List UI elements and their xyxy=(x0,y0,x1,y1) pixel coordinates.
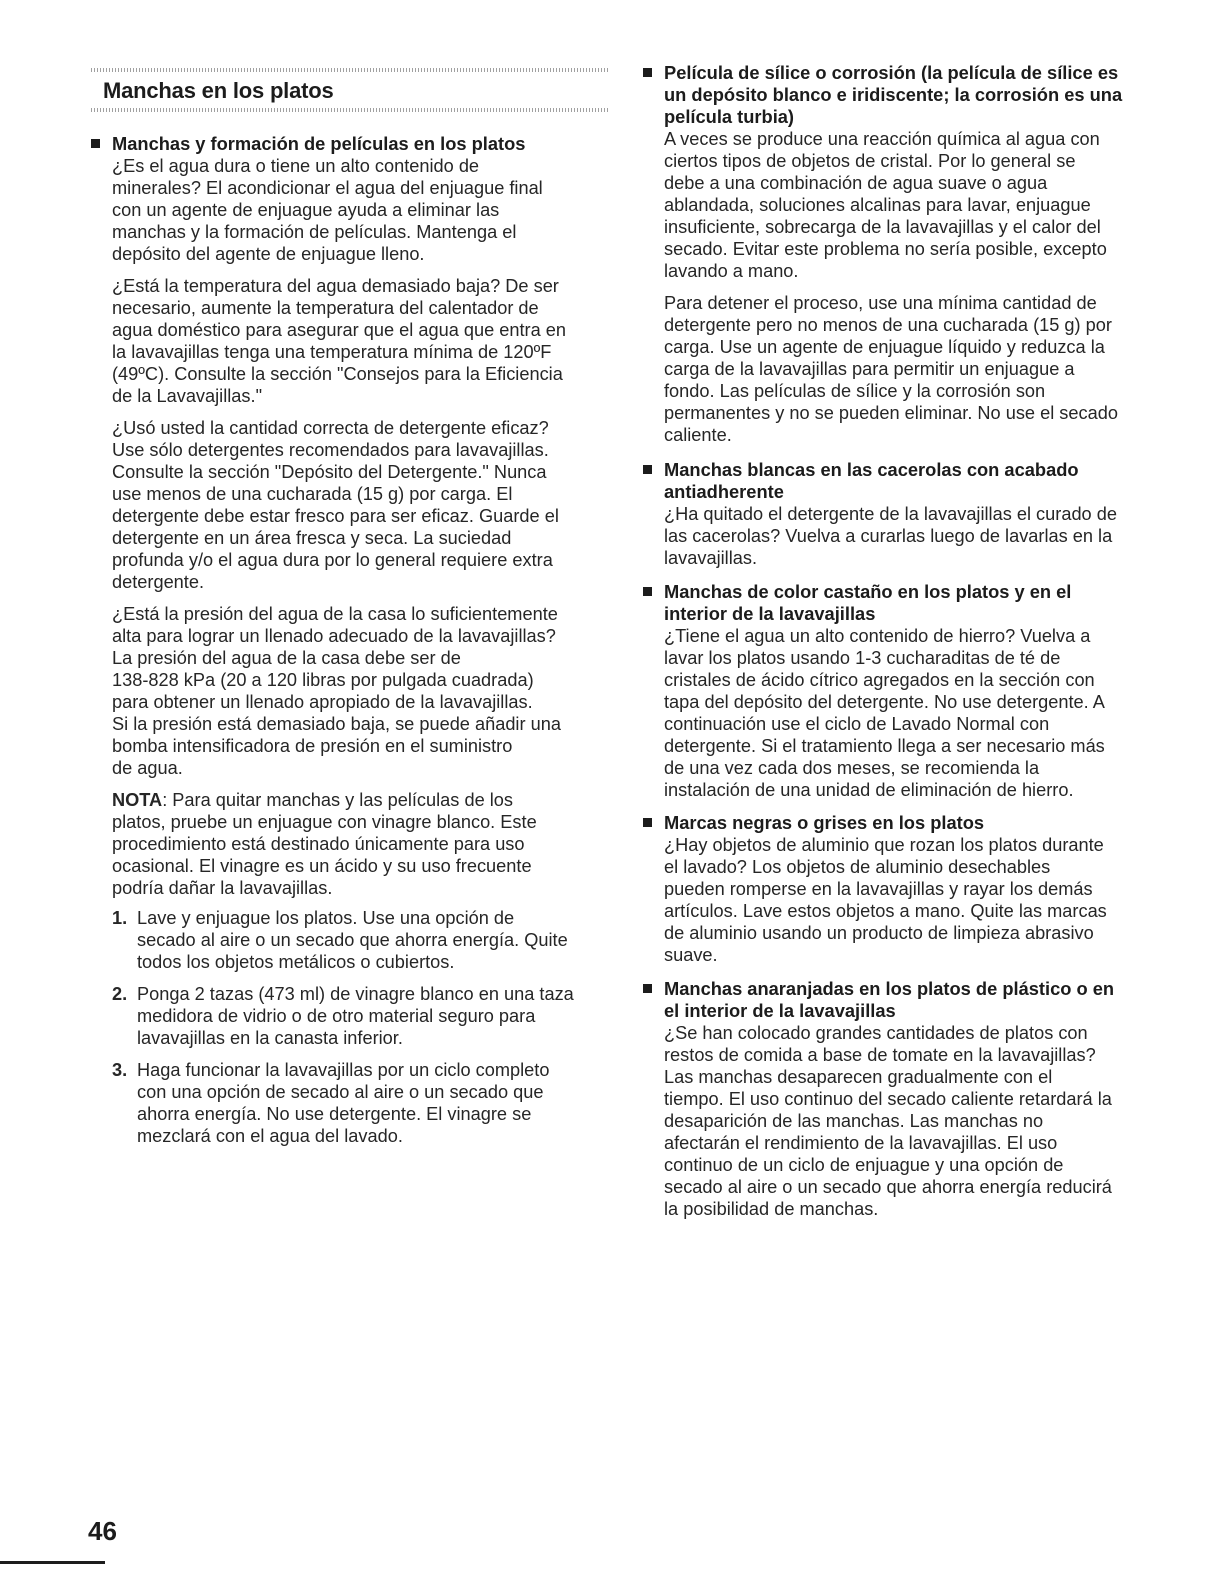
issue-item-orange-stains xyxy=(643,978,1165,1220)
item-title xyxy=(664,459,1165,503)
title-line: antiadherente xyxy=(664,481,784,502)
text-line: ciertos tipos de objetos de cristal. Por lo general se xyxy=(664,151,1076,171)
text-line: todos los objetos metálicos o cubiertos. xyxy=(137,952,455,972)
title-line: el interior de la lavavajillas xyxy=(664,1000,896,1021)
text-line: La presión del agua de la casa debe ser de xyxy=(112,648,461,668)
text-line: fondo. Las películas de sílice y la corrosión son xyxy=(664,381,1046,401)
text-line: cristales de ácido cítrico agregados en la sección con xyxy=(664,670,1095,690)
paragraph xyxy=(664,503,1165,569)
text-line: Lave y enjuague los platos. Use una opción de xyxy=(137,908,515,928)
item-title xyxy=(664,581,1165,625)
text-line: Consulte la sección "Depósito del Detergente." Nunca xyxy=(112,462,547,482)
text-line: carga. Use un agente de enjuague líquido y reduzca la xyxy=(664,337,1105,357)
text-line: instalación de una unidad de eliminación de hierro. xyxy=(664,780,1074,800)
paragraph xyxy=(664,292,1165,446)
title-line: Película de sílice o corrosión (la película de sílice es xyxy=(664,62,1119,83)
paragraph xyxy=(664,128,1165,282)
text-line: lavavajillas en la canasta inferior. xyxy=(137,1028,403,1048)
text-line: ahorra energía. No use detergente. El vinagre se xyxy=(137,1104,532,1124)
text-line: Para detener el proceso, use una mínima cantidad de xyxy=(664,293,1097,313)
text-line: carga de la lavavajillas para permitir un enjuague a xyxy=(664,359,1075,379)
text-line: artículos. Lave estos objetos a mano. Quite las marcas xyxy=(664,901,1107,921)
text-line: bomba intensificadora de presión en el suministro xyxy=(112,736,513,756)
section-title: Manchas en los platos xyxy=(103,78,334,103)
issue-item-white-spots-pans xyxy=(643,459,1165,569)
bullet-icon xyxy=(643,465,652,474)
text-line: la posibilidad de manchas. xyxy=(664,1199,879,1219)
text-line: necesario, aumente la temperatura del calentador de xyxy=(112,298,539,318)
page-number: 46 xyxy=(88,1516,117,1546)
text-line: Si la presión está demasiado baja, se puede añadir una xyxy=(112,714,561,734)
text-line: pueden romperse en la lavavajillas y rayar los demás xyxy=(664,879,1093,899)
issue-item-silica-film xyxy=(643,62,1165,446)
title-line: Marcas negras o grises en los platos xyxy=(664,812,985,833)
paragraph xyxy=(664,625,1165,801)
text-line: secado al aire o un secado que ahorra energía. Quite xyxy=(137,930,568,950)
text-line: detergente. Si el tratamiento llega a ser necesario más xyxy=(664,736,1105,756)
paragraph xyxy=(664,834,1165,966)
bullet-icon xyxy=(643,984,652,993)
text-line: manchas y la formación de películas. Mantenga el xyxy=(112,222,517,242)
bullet-icon xyxy=(643,68,652,77)
text-line: con un agente de enjuague ayuda a eliminar las xyxy=(112,200,500,220)
text-line: de aluminio usando un producto de limpieza abrasivo xyxy=(664,923,1094,943)
text-line: continuo de un ciclo de enjuague y una opción de xyxy=(664,1155,1064,1175)
step-item xyxy=(112,983,613,1049)
paragraph xyxy=(664,1022,1165,1220)
text-line: ¿Tiene el agua un alto contenido de hierro? Vuelva a xyxy=(664,626,1091,646)
paragraph xyxy=(112,603,613,779)
issue-item-black-marks xyxy=(643,812,1165,966)
text-line: (49ºC). Consulte la sección "Consejos para la Eficiencia xyxy=(112,364,563,384)
item-title xyxy=(664,62,1165,128)
text-line: con una opción de secado al aire o un secado que xyxy=(137,1082,544,1102)
text-line: lavando a mano. xyxy=(664,261,799,281)
text-line: ¿Ha quitado el detergente de la lavavajillas el curado de xyxy=(664,504,1117,524)
text-line: mezclará con el agua del lavado. xyxy=(137,1126,403,1146)
issue-item-brown-stains xyxy=(643,581,1165,801)
text-line: detergente en un área fresca y seca. La suciedad xyxy=(112,528,512,548)
title-line: Manchas anaranjadas en los platos de plástico o en xyxy=(664,978,1115,999)
title-line: un depósito blanco e iridiscente; la corrosión es una xyxy=(664,84,1123,105)
text-line: ocasional. El vinagre es un ácido y su uso frecuente xyxy=(112,856,532,876)
text-line: minerales? El acondicionar el agua del enjuague final xyxy=(112,178,543,198)
text-line: A veces se produce una reacción química al agua con xyxy=(664,129,1100,149)
text-line: Use sólo detergentes recomendados para lavavajillas. xyxy=(112,440,549,460)
text-line: detergente debe estar fresco para ser eficaz. Guarde el xyxy=(112,506,559,526)
paragraph xyxy=(112,417,613,593)
bullet-icon xyxy=(91,139,100,148)
item-title xyxy=(664,978,1165,1022)
step-item xyxy=(112,907,613,973)
text-line: alta para lograr un llenado adecuado de la lavavajillas? xyxy=(112,626,556,646)
text-line: ¿Usó usted la cantidad correcta de detergente eficaz? xyxy=(112,418,549,438)
item-title xyxy=(664,812,1165,834)
text-line: insuficiente, sobrecarga de la lavavajillas y el calor del xyxy=(664,217,1101,237)
text-line: Haga funcionar la lavavajillas por un ciclo completo xyxy=(137,1060,550,1080)
title-line: Manchas blancas en las cacerolas con acabado xyxy=(664,459,1079,480)
text-line: ¿Se han colocado grandes cantidades de platos con xyxy=(664,1023,1088,1043)
step-item xyxy=(112,1059,613,1147)
text-line: agua doméstico para asegurar que el agua que entra en xyxy=(112,320,567,340)
text-line: medidora de vidrio o de otro material seguro para xyxy=(137,1006,536,1026)
text-line: detergente pero no menos de una cucharada (15 g) por xyxy=(664,315,1112,335)
text-line: lavar los platos usando 1-3 cucharaditas de té de xyxy=(664,648,1061,668)
text-line: ¿Está la presión del agua de la casa lo suficientemente xyxy=(112,604,558,624)
footer-rule xyxy=(0,1561,105,1564)
text-line: de agua. xyxy=(112,758,183,778)
text-line: de una vez cada dos meses, se recomienda la xyxy=(664,758,1040,778)
text-line: detergente. xyxy=(112,572,205,592)
text-line: restos de comida a base de tomate en la lavavajillas? xyxy=(664,1045,1096,1065)
note-paragraph xyxy=(112,789,613,899)
text-line: afectarán el rendimiento de la lavavajillas. El uso xyxy=(664,1133,1058,1153)
text-line: use menos de una cucharada (15 g) por carga. El xyxy=(112,484,513,504)
text-line: ¿Es el agua dura o tiene un alto contenido de xyxy=(112,156,480,176)
text-line: : Para quitar manchas y las películas de los xyxy=(162,790,513,810)
title-line: Manchas de color castaño en los platos y en el xyxy=(664,581,1072,602)
item-title: Manchas y formación de películas en los platos xyxy=(112,133,526,154)
bullet-icon xyxy=(643,587,652,596)
text-line: depósito del agente de enjuague lleno. xyxy=(112,244,425,264)
step-number: 2. xyxy=(112,984,128,1004)
text-line: tapa del depósito del detergente. No use detergente. A xyxy=(664,692,1105,712)
paragraph xyxy=(112,275,613,407)
paragraph xyxy=(112,155,613,265)
text-line: procedimiento está destinado únicamente para uso xyxy=(112,834,525,854)
text-line: Ponga 2 tazas (473 ml) de vinagre blanco en una taza xyxy=(137,984,574,1004)
header-rule-bottom xyxy=(91,108,609,112)
header-rule-top xyxy=(91,68,609,72)
text-line: ablandada, soluciones alcalinas para lavar, enjuague xyxy=(664,195,1091,215)
text-line: suave. xyxy=(664,945,718,965)
title-line: película turbia) xyxy=(664,106,795,127)
issue-item-spots-film xyxy=(91,133,613,1157)
text-line: profunda y/o el agua dura por lo general requiere extra xyxy=(112,550,553,570)
text-line: podría dañar la lavavajillas. xyxy=(112,878,333,898)
text-line: el lavado? Los objetos de aluminio desechables xyxy=(664,857,1051,877)
text-line: tiempo. El uso continuo del secado caliente retardará la xyxy=(664,1089,1112,1109)
text-line: lavavajillas. xyxy=(664,548,757,568)
text-line: para obtener un llenado apropiado de la lavavajillas. xyxy=(112,692,533,712)
text-line: ¿Está la temperatura del agua demasiado baja? De ser xyxy=(112,276,559,296)
steps-list xyxy=(112,907,613,1147)
text-line: secado. Evitar este problema no sería posible, excepto xyxy=(664,239,1107,259)
text-line: platos, pruebe un enjuague con vinagre blanco. Este xyxy=(112,812,537,832)
title-line: interior de la lavavajillas xyxy=(664,603,876,624)
text-line: las cacerolas? Vuelva a curarlas luego de lavarlas en la xyxy=(664,526,1113,546)
text-line: Las manchas desaparecen gradualmente con el xyxy=(664,1067,1053,1087)
text-line: permanentes y no se pueden eliminar. No use el secado xyxy=(664,403,1118,423)
text-line: secado al aire o un secado que ahorra energía reducirá xyxy=(664,1177,1112,1197)
text-line: caliente. xyxy=(664,425,732,445)
step-number: 1. xyxy=(112,908,128,928)
text-line: continuación use el ciclo de Lavado Normal con xyxy=(664,714,1050,734)
note-label: NOTA xyxy=(112,790,163,810)
text-line: la lavavajillas tenga una temperatura mínima de 120ºF xyxy=(112,342,552,362)
text-line: ¿Hay objetos de aluminio que rozan los platos durante xyxy=(664,835,1104,855)
step-number: 3. xyxy=(112,1060,128,1080)
text-line: desaparición de las manchas. Las manchas no xyxy=(664,1111,1044,1131)
text-line: debe a una combinación de agua suave o agua xyxy=(664,173,1048,193)
section-header xyxy=(91,68,609,112)
text-line: 138-828 kPa (20 a 120 libras por pulgada cuadrada) xyxy=(112,670,534,690)
text-line: de la Lavavajillas." xyxy=(112,386,263,406)
bullet-icon xyxy=(643,818,652,827)
